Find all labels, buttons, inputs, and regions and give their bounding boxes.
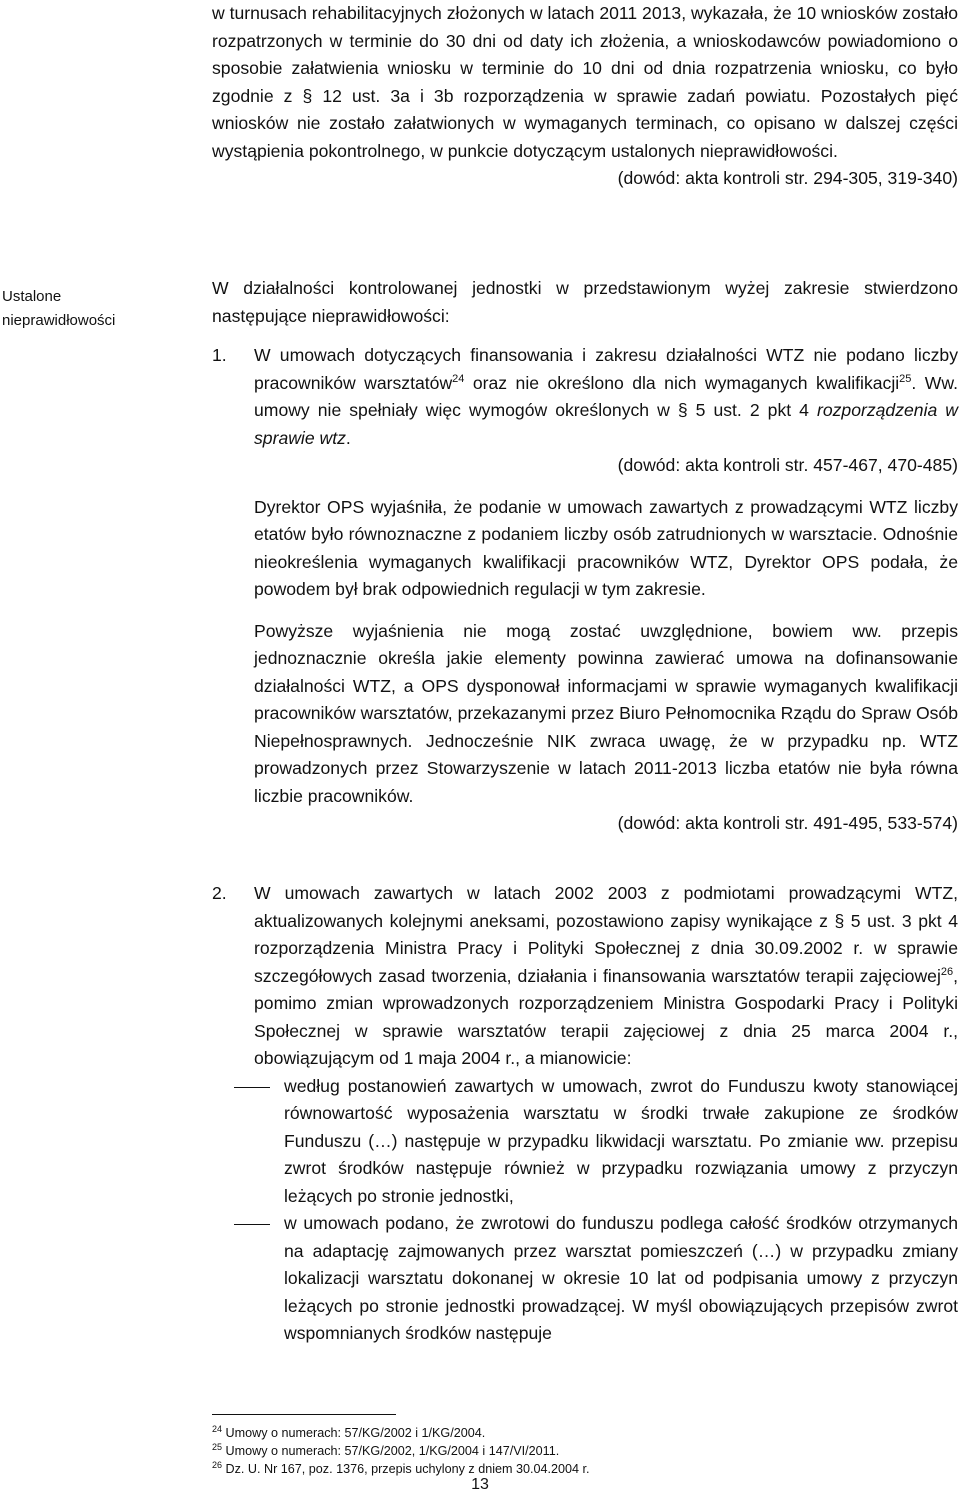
page-number: 13 xyxy=(471,1476,489,1493)
assessment-paragraph: Powyższe wyjaśnienia nie mogą zostać uwzględnione, bowiem ww. przepis jednoznacznie określa jakie elementy powinna zawierać umowa na dofinansowanie działalności WTZ, a OPS dysponował informacjami w sprawie wymaganych kwalifikacji pracowników warsztatów, przekazanymi przez Biuro Pełnomocnika Rządu do Spraw Osób Niepełnosprawnych. Jednocześnie NIK zwraca uwagę, że w przypadku np. WTZ prowadzonych przez Stowarzyszenie w latach 2011-2013 liczba etatów nie była równa liczbie pracowników. xyxy=(254,620,958,806)
sidebar-heading xyxy=(2,285,115,333)
footnote-24 xyxy=(212,1424,485,1442)
item1-text-a: W umowach dotyczących finansowania i zakresu działalności WTZ nie podano liczby pracowników warsztatów xyxy=(254,345,958,393)
item-number: 2. xyxy=(212,883,227,903)
item1-text-c: . Ww. umowy nie spełniały więc wymogów określonych w § 5 ust. 2 pkt 4 xyxy=(254,372,958,420)
sidebar-line-1: Ustalone xyxy=(2,288,62,305)
item1-text-d: . xyxy=(345,427,351,448)
footnote-ref[interactable]: 25 xyxy=(899,372,912,385)
footnote-text: Dz. U. Nr 167, poz. 1376, przepis uchylony z dniem 30.04.2004 r. xyxy=(222,1462,590,1476)
evidence-reference: (dowód: akta kontroli str. 294-305, 319-340) xyxy=(617,168,958,188)
item1-italic-ref: rozporządzenia w sprawie wtz xyxy=(254,400,958,448)
bullet-item xyxy=(212,1210,958,1348)
top-paragraph-block xyxy=(212,0,958,193)
bullet-text: według postanowień zawartych w umowach, zwrot do Funduszu kwoty stanowiącej równowartość wyposażenia warsztatu w środki trwałe zakupione ze środków Funduszu (…) następuje w przypadku likwidacji warsztatu. Po zmianie ww. przepisu zwrot środków następuje również w przypadku rozwiązania umowy z przyczyn leżących po stronie jednostki, xyxy=(284,1075,958,1206)
evidence-reference: (dowód: akta kontroli str. 457-467, 470-485) xyxy=(617,455,958,475)
item2-text-a: W umowach zawartych w latach 2002 2003 z podmiotami prowadzącymi WTZ, aktualizowanych kolejnymi aneksami, pozostawiono zapisy wynikające z § 5 ust. 3 pkt 4 rozporządzenia Ministra Pracy i Polityki Społecznej z dnia 30.09.2002 r. w sprawie szczegółowych zasad tworzenia, działania i finansowania warsztatów terapii zajęciowej xyxy=(254,883,958,986)
footnote-25 xyxy=(212,1442,559,1460)
footnote-text: Umowy o numerach: 57/KG/2002, 1/KG/2004 i 147/VI/2011. xyxy=(222,1444,560,1458)
footnote-number: 24 xyxy=(212,1423,223,1434)
intro-paragraph: W działalności kontrolowanej jednostki w przedstawionym wyżej zakresie stwierdzono następujące nieprawidłowości: xyxy=(212,278,958,326)
section-intro xyxy=(212,275,958,330)
bullet-item xyxy=(212,1073,958,1211)
finding-item-2 xyxy=(212,880,958,1348)
paragraph-continuation: w turnusach rehabilitacyjnych złożonych w latach 2011 2013, wykazała, że 10 wniosków zostało rozpatrzonych w terminie do 30 dni od daty ich złożenia, a wnioskodawców powiadomiono o sposobie załatwienia wniosku w terminie do 10 dni od dnia rozpatrzenia wniosku, co było zgodnie z § 12 ust. 3a i 3b rozporządzenia w sprawie zadań powiatu. Pozostałych pięć wniosków nie zostało załatwionych w wymaganych terminach, co opisano w dalszej części wystąpienia pokontrolnego, w punkcie dotyczącym ustalonych nieprawidłowości. xyxy=(212,3,958,161)
footnote-ref[interactable]: 26 xyxy=(940,965,954,978)
footnote-text: Umowy o numerach: 57/KG/2002 i 1/KG/2004. xyxy=(222,1426,486,1440)
dash-icon xyxy=(234,1087,270,1088)
finding-item-1 xyxy=(212,342,958,838)
footnote-separator xyxy=(212,1414,396,1415)
bullet-text: w umowach podano, że zwrotowi do funduszu podlega całość środków otrzymanych na adaptację zajmowanych przez warsztat pomieszczeń (…) w przypadku zmiany lokalizacji warsztatu dokonanej w okresie 10 lat od podpisania umowy z przyczyn leżących po stronie jednostki prowadzącej. W myśl obowiązujących przepisów zwrot wspomnianych środków następuje xyxy=(284,1213,958,1343)
explanation-paragraph: Dyrektor OPS wyjaśniła, że podanie w umowach zawartych z prowadzącymi WTZ liczby etatów było równoznaczne z podaniem liczby osób zatrudnionych w warsztacie. Odnośnie nieokreślenia wymaganych kwalifikacji pracowników WTZ, Dyrektor OPS podała, że powodem był brak odpowiednich regulacji w tym zakresie. xyxy=(254,496,958,599)
footnote-ref[interactable]: 24 xyxy=(452,372,465,385)
dash-icon xyxy=(234,1224,270,1225)
footnote-number: 25 xyxy=(212,1441,223,1452)
item-number: 1. xyxy=(212,345,227,365)
footnote-number: 26 xyxy=(212,1459,223,1470)
item2-text-b: , pomimo zmian wprowadzonych rozporządzeniem Ministra Gospodarki Pracy i Polityki Społecznej w sprawie warsztatów terapii zajęciowej z dnia 25 marca 2004 r., obowiązującym od 1 maja 2004 r., a mianowicie: xyxy=(254,965,958,1068)
item1-paragraph xyxy=(254,342,958,452)
sidebar-line-2: nieprawidłowości xyxy=(2,312,116,329)
item2-paragraph xyxy=(254,880,958,1073)
item1-text-b: oraz nie określono dla nich wymaganych kwalifikacji xyxy=(464,372,900,393)
evidence-reference: (dowód: akta kontroli str. 491-495, 533-574) xyxy=(617,813,958,833)
